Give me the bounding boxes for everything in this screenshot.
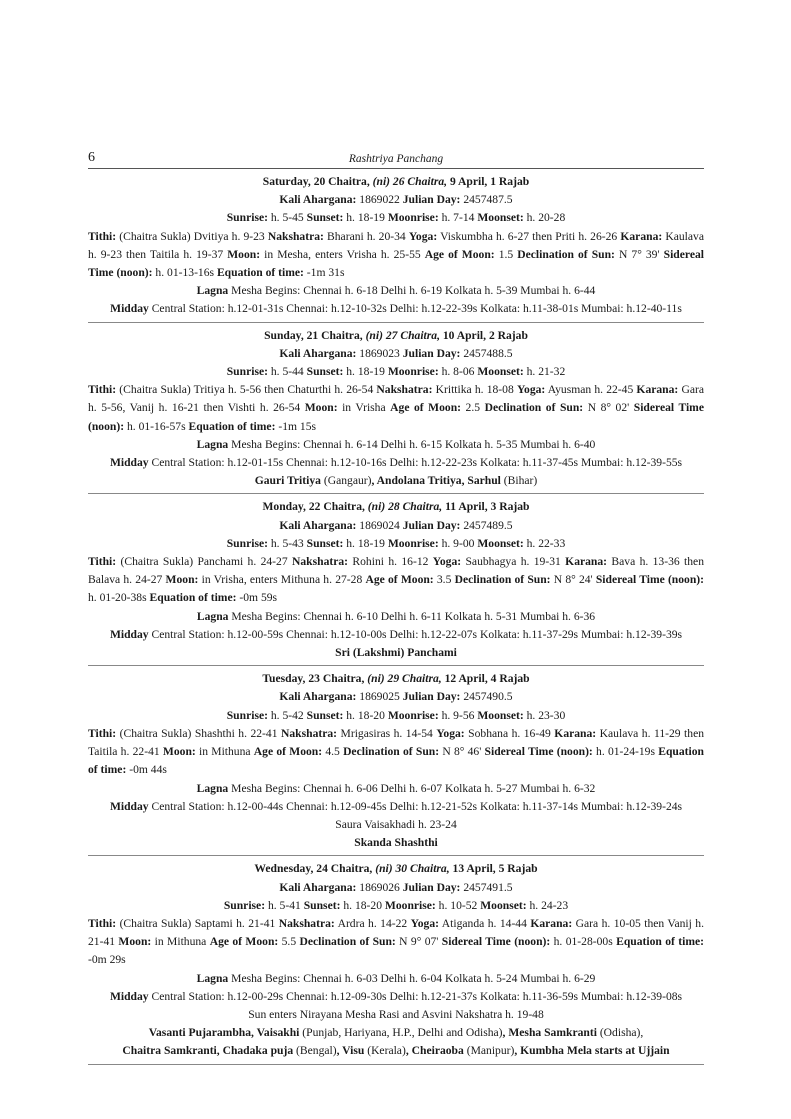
note-line: Sun enters Nirayana Mesha Rasi and Asvini Nakshatra h. 19-48 <box>248 1007 544 1021</box>
declination-value: N 8° 46' <box>439 745 485 759</box>
sunset-label: Sunset: <box>306 365 344 379</box>
midday-line <box>88 988 704 1006</box>
tithi-value: (Chaitra Sukla) Panchami h. 24-27 <box>116 555 292 569</box>
sidereal-time-value: h. 01-28-00s <box>550 935 617 949</box>
sunrise-value: h. 5-43 <box>267 536 307 550</box>
sunset-label: Sunset: <box>303 898 341 912</box>
moonrise-value: h. 10-52 <box>435 898 481 912</box>
sidereal-time-value: h. 01-20-38s <box>88 591 150 605</box>
sunset-value: h. 18-19 <box>343 365 388 379</box>
date-gregorian-hijri: 9 April, 1 Rajab <box>447 175 530 188</box>
ahargana-value: 1869026 <box>356 880 403 894</box>
nakshatra-label: Nakshatra: <box>267 229 324 243</box>
ahargana-label: Kali Ahargana: <box>279 193 357 207</box>
moonrise-value: h. 9-56 <box>438 708 478 722</box>
date-text: Tuesday, 23 Chaitra, <box>262 672 368 686</box>
ahargana-label: Kali Ahargana: <box>279 518 357 532</box>
julian-day-label: Julian Day: <box>402 346 461 360</box>
sidereal-time-value: h. 01-13-16s <box>152 266 217 280</box>
karana-label: Karana: <box>554 726 597 740</box>
tithi-value: (Chaitra Sukla) Saptami h. 21-41 <box>116 916 279 930</box>
nakshatra-label: Nakshatra: <box>281 726 338 740</box>
moonrise-label: Moonrise: <box>384 898 436 912</box>
panchang-page <box>88 150 704 1065</box>
lagna-label: Lagna <box>196 437 229 451</box>
ahargana-label: Kali Ahargana: <box>279 690 357 704</box>
declination-value: N 8° 24' <box>550 573 596 587</box>
declination-label: Declination of Sun: <box>484 401 584 415</box>
yoga-label: Yoga: <box>436 726 465 740</box>
karana-label: Karana: <box>565 555 608 569</box>
running-title: Rashtriya Panchang <box>348 153 444 165</box>
moon-value: in Mithuna <box>195 745 254 759</box>
moon-label: Moon: <box>304 401 338 415</box>
age-of-moon-value: 1.5 <box>494 247 518 261</box>
day-entry <box>88 169 704 323</box>
lagna-line <box>88 282 704 300</box>
date-gregorian-hijri: 13 April, 5 Rajab <box>449 862 538 876</box>
sunset-value: h. 18-20 <box>343 708 388 722</box>
sunset-value: h. 18-19 <box>343 211 388 225</box>
tithi-value: (Chaitra Sukla) Shashthi h. 22-41 <box>116 726 281 740</box>
details-paragraph <box>88 915 704 970</box>
festival-name: Sri (Lakshmi) Panchami <box>335 646 457 660</box>
details-paragraph <box>88 553 704 608</box>
midday-line <box>88 454 704 472</box>
festival-region: (Bengal) <box>296 1044 337 1058</box>
festival-name: Skanda Shashthi <box>354 836 438 850</box>
equation-of-time-label: Equation of time: <box>616 935 704 949</box>
festival-name: , Andolana Tritiya, Sarhul <box>371 474 504 488</box>
ahargana-line <box>88 879 704 897</box>
sunrise-label: Sunrise: <box>223 898 266 912</box>
age-of-moon-label: Age of Moon: <box>365 573 434 587</box>
sunrise-value: h. 5-44 <box>267 365 307 379</box>
equation-of-time-value: -1m 15s <box>275 419 317 433</box>
sunset-label: Sunset: <box>306 211 344 225</box>
declination-value: N 8° 02' <box>583 401 634 415</box>
nakshatra-label: Nakshatra: <box>376 383 433 397</box>
festival-name: Gauri Tritiya <box>254 474 324 488</box>
nakshatra-label: Nakshatra: <box>278 916 335 930</box>
karana-value: Bava h. 13-36 then Balava h. 24-27 <box>88 555 704 587</box>
moonset-label: Moonset: <box>477 708 524 722</box>
age-of-moon-label: Age of Moon: <box>253 745 323 759</box>
festival-region: (Manipur) <box>466 1044 515 1058</box>
age-of-moon-value: 5.5 <box>278 935 300 949</box>
day-entry <box>88 666 704 856</box>
julian-day-value: 2457488.5 <box>460 346 513 360</box>
midday-value: Central Station: h.12-00-44s Chennai: h.12-09-45s Delhi: h.12-21-52s Kolkata: h.11-37-14s Mumbai: h.12-39-24s <box>148 799 683 813</box>
nakshatra-value: Ardra h. 14-22 <box>334 916 411 930</box>
midday-value: Central Station: h.12-00-59s Chennai: h.12-10-00s Delhi: h.12-22-07s Kolkata: h.11-37-29s Mumbai: h.12-39-39s <box>148 627 683 641</box>
ahargana-label: Kali Ahargana: <box>279 880 357 894</box>
ahargana-value: 1869024 <box>356 518 403 532</box>
festival-line <box>88 1042 704 1060</box>
moonset-value: h. 21-32 <box>523 365 566 379</box>
festival-line <box>88 834 704 852</box>
equation-of-time-label: Equation of time: <box>216 266 304 280</box>
karana-value: Gara h. 5-56, Vanij h. 16-21 then Vishti h. 26-54 <box>88 383 704 415</box>
midday-line <box>88 626 704 644</box>
ahargana-value: 1869022 <box>356 193 403 207</box>
declination-label: Declination of Sun: <box>454 573 551 587</box>
karana-value: Gara h. 10-05 then Vanij h. 21-41 <box>88 916 705 949</box>
ahargana-value: 1869023 <box>356 346 403 360</box>
age-of-moon-value: 4.5 <box>322 745 344 759</box>
festival-line <box>88 1024 704 1042</box>
moonrise-label: Moonrise: <box>387 365 439 379</box>
sunrise-label: Sunrise: <box>226 536 268 550</box>
sidereal-time-value: h. 01-16-57s <box>124 419 189 433</box>
yoga-label: Yoga: <box>432 555 462 569</box>
sidereal-time-label: Sidereal Time (noon): <box>441 935 551 949</box>
moonrise-label: Moonrise: <box>387 708 439 722</box>
equation-of-time-value: -0m 44s <box>126 763 167 777</box>
rise-set-line <box>88 897 704 915</box>
age-of-moon-label: Age of Moon: <box>209 935 279 949</box>
ahargana-line <box>88 191 704 209</box>
date-line <box>88 860 704 878</box>
declination-value: N 7° 39' <box>614 247 664 261</box>
sunset-label: Sunset: <box>306 536 344 550</box>
festival-name: Chaitra Samkranti, Chadaka puja <box>122 1044 297 1058</box>
sunrise-value: h. 5-45 <box>267 211 307 225</box>
sidereal-time-label: Sidereal Time (noon): <box>595 573 705 587</box>
sunrise-value: h. 5-42 <box>267 708 307 722</box>
moonset-value: h. 24-23 <box>526 898 569 912</box>
moon-label: Moon: <box>162 745 196 759</box>
moonrise-label: Moonrise: <box>387 536 439 550</box>
rise-set-line <box>88 363 704 381</box>
nirayana-date: (ni) 26 Chaitra, <box>372 175 448 188</box>
sunset-value: h. 18-19 <box>343 536 388 550</box>
rise-set-line <box>88 209 704 227</box>
midday-value: Central Station: h.12-01-15s Chennai: h.12-10-16s Delhi: h.12-22-23s Kolkata: h.11-37-45s Mumbai: h.12-39-55s <box>148 456 683 470</box>
lagna-label: Lagna <box>196 609 229 623</box>
sunrise-value: h. 5-41 <box>265 898 304 912</box>
moon-value: in Vrisha, enters Mithuna h. 27-28 <box>198 573 366 587</box>
lagna-label: Lagna <box>196 971 229 985</box>
yoga-label: Yoga: <box>408 229 438 243</box>
lagna-value: Mesha Begins: Chennai h. 6-18 Delhi h. 6-19 Kolkata h. 5-39 Mumbai h. 6-44 <box>228 284 596 298</box>
ahargana-line <box>88 517 704 535</box>
moonrise-value: h. 7-14 <box>438 211 478 225</box>
julian-day-label: Julian Day: <box>402 880 461 894</box>
karana-value: Kaulava h. 11-29 then Taitila h. 22-41 <box>88 726 705 759</box>
karana-value: Kaulava h. 9-23 then Taitila h. 19-37 <box>88 229 704 261</box>
moon-value: in Mesha, enters Vrisha h. 25-55 <box>260 247 425 261</box>
lagna-value: Mesha Begins: Chennai h. 6-03 Delhi h. 6-04 Kolkata h. 5-24 Mumbai h. 6-29 <box>228 971 596 985</box>
ahargana-value: 1869025 <box>356 690 403 704</box>
details-paragraph <box>88 725 704 780</box>
details-paragraph <box>88 228 704 283</box>
midday-value: Central Station: h.12-00-29s Chennai: h.12-09-30s Delhi: h.12-21-37s Kolkata: h.11-36-59s Mumbai: h.12-39-08s <box>148 989 683 1003</box>
rise-set-line <box>88 707 704 725</box>
date-text: Sunday, 21 Chaitra, <box>264 328 366 342</box>
equation-of-time-label: Equation of time: <box>88 745 704 777</box>
sidereal-time-label: Sidereal Time (noon): <box>484 745 593 759</box>
moonset-value: h. 20-28 <box>523 211 566 225</box>
ahargana-label: Kali Ahargana: <box>279 346 357 360</box>
lagna-line <box>88 970 704 988</box>
sunrise-label: Sunrise: <box>226 211 268 225</box>
lagna-label: Lagna <box>196 781 229 795</box>
day-entry <box>88 323 704 495</box>
sidereal-time-label: Sidereal Time (noon): <box>88 247 705 280</box>
date-text: Saturday, 20 Chaitra, <box>262 175 373 188</box>
tithi-label: Tithi: <box>88 383 117 397</box>
age-of-moon-label: Age of Moon: <box>424 247 495 261</box>
midday-label: Midday <box>110 302 149 316</box>
rise-set-line <box>88 535 704 553</box>
equation-of-time-label: Equation of time: <box>149 591 237 605</box>
sidereal-time-value: h. 01-24-19s <box>592 745 659 759</box>
date-text: Wednesday, 24 Chaitra, <box>254 862 376 876</box>
midday-line <box>88 300 704 318</box>
details-paragraph <box>88 381 704 436</box>
lagna-value: Mesha Begins: Chennai h. 6-14 Delhi h. 6-15 Kolkata h. 5-35 Mumbai h. 6-40 <box>228 437 596 451</box>
equation-of-time-value: -1m 31s <box>303 266 345 280</box>
julian-day-value: 2457490.5 <box>460 690 513 704</box>
declination-label: Declination of Sun: <box>343 745 440 759</box>
age-of-moon-label: Age of Moon: <box>390 401 462 415</box>
tithi-label: Tithi: <box>88 916 117 930</box>
julian-day-label: Julian Day: <box>402 690 461 704</box>
moonset-label: Moonset: <box>477 365 524 379</box>
nakshatra-value: Mrigasiras h. 14-54 <box>337 726 437 740</box>
festival-name: , Kumbha Mela starts at Ujjain <box>514 1044 670 1058</box>
midday-line <box>88 798 704 816</box>
declination-label: Declination of Sun: <box>517 247 615 261</box>
yoga-value: Sobhana h. 16-49 <box>464 726 555 740</box>
ahargana-line <box>88 688 704 706</box>
festival-line <box>88 644 704 662</box>
equation-of-time-value: -0m 29s <box>88 953 126 967</box>
declination-value: N 9° 07' <box>395 935 442 949</box>
yoga-value: Ayusman h. 22-45 <box>545 383 637 397</box>
festival-region: (Kerala) <box>367 1044 406 1058</box>
sunrise-label: Sunrise: <box>226 365 268 379</box>
yoga-value: Saubhagya h. 19-31 <box>461 555 566 569</box>
festival-name: Vasanti Pujarambha, Vaisakhi <box>148 1026 303 1040</box>
lagna-line <box>88 608 704 626</box>
nakshatra-value: Rohini h. 16-12 <box>348 555 433 569</box>
moon-label: Moon: <box>227 247 261 261</box>
julian-day-label: Julian Day: <box>402 518 461 532</box>
date-gregorian-hijri: 12 April, 4 Rajab <box>441 672 530 686</box>
festival-line <box>88 472 704 490</box>
midday-label: Midday <box>109 627 149 641</box>
moonrise-value: h. 9-00 <box>438 536 478 550</box>
festival-region: (Punjab, Hariyana, H.P., Delhi and Odisha) <box>302 1026 503 1040</box>
sunset-value: h. 18-20 <box>340 898 385 912</box>
lagna-value: Mesha Begins: Chennai h. 6-06 Delhi h. 6-07 Kolkata h. 5-27 Mumbai h. 6-32 <box>228 781 596 795</box>
yoga-label: Yoga: <box>410 916 439 930</box>
midday-value: Central Station: h.12-01-31s Chennai: h.12-10-32s Delhi: h.12-22-39s Kolkata: h.11-38-01s Mumbai: h.12-40-11s <box>148 302 682 316</box>
tithi-label: Tithi: <box>88 229 117 243</box>
yoga-value: Viskumbha h. 6-27 then Priti h. 26-26 <box>437 229 621 243</box>
festival-name: , Mesha Samkranti <box>502 1026 600 1040</box>
day-entry <box>88 494 704 666</box>
karana-label: Karana: <box>636 383 679 397</box>
equation-of-time-label: Equation of time: <box>188 419 276 433</box>
date-line <box>88 670 704 688</box>
festival-name: , Visu <box>336 1044 368 1058</box>
nirayana-date: (ni) 28 Chaitra, <box>367 500 443 514</box>
lagna-line <box>88 780 704 798</box>
tithi-value: (Chaitra Sukla) Tritiya h. 5-56 then Chaturthi h. 26-54 <box>116 383 377 397</box>
tithi-label: Tithi: <box>88 555 117 569</box>
date-line <box>88 173 704 191</box>
date-line <box>88 327 704 345</box>
julian-day-label: Julian Day: <box>402 193 461 207</box>
age-of-moon-value: 2.5 <box>461 401 485 415</box>
nirayana-date: (ni) 29 Chaitra, <box>367 672 442 686</box>
midday-label: Midday <box>109 989 149 1003</box>
julian-day-value: 2457487.5 <box>460 193 513 207</box>
equation-of-time-value: -0m 59s <box>236 591 278 605</box>
sunrise-label: Sunrise: <box>226 708 268 722</box>
moon-value: in Vrisha <box>337 401 391 415</box>
lagna-line <box>88 436 704 454</box>
moon-value: in Mithuna <box>151 935 210 949</box>
lagna-label: Lagna <box>196 284 229 298</box>
tithi-value: (Chaitra Sukla) Dvitiya h. 9-23 <box>116 229 268 243</box>
note-line: Saura Vaisakhadi h. 23-24 <box>335 817 457 831</box>
moonset-label: Moonset: <box>477 211 524 225</box>
moonrise-value: h. 8-06 <box>438 365 478 379</box>
karana-label: Karana: <box>620 229 663 243</box>
date-gregorian-hijri: 10 April, 2 Rajab <box>439 328 528 342</box>
moon-label: Moon: <box>118 935 152 949</box>
nakshatra-value: Bharani h. 20-34 <box>323 229 409 243</box>
tithi-label: Tithi: <box>88 726 117 740</box>
date-line <box>88 498 704 516</box>
sidereal-time-label: Sidereal Time (noon): <box>88 401 704 433</box>
ahargana-line <box>88 345 704 363</box>
moonset-label: Moonset: <box>477 536 524 550</box>
julian-day-value: 2457491.5 <box>460 880 513 894</box>
yoga-value: Atiganda h. 14-44 <box>439 916 531 930</box>
midday-label: Midday <box>109 456 149 470</box>
nirayana-date: (ni) 27 Chaitra, <box>365 328 440 342</box>
midday-label: Midday <box>109 799 149 813</box>
page-header <box>88 150 704 169</box>
nakshatra-label: Nakshatra: <box>292 555 349 569</box>
page-number: 6 <box>88 150 95 165</box>
lagna-value: Mesha Begins: Chennai h. 6-10 Delhi h. 6-11 Kolkata h. 5-31 Mumbai h. 6-36 <box>228 609 596 623</box>
moonset-value: h. 23-30 <box>523 708 566 722</box>
nakshatra-value: Krittika h. 18-08 <box>432 383 517 397</box>
sunset-label: Sunset: <box>306 708 344 722</box>
moon-label: Moon: <box>165 573 199 587</box>
age-of-moon-value: 3.5 <box>433 573 455 587</box>
day-entry <box>88 856 704 1064</box>
declination-label: Declination of Sun: <box>299 935 396 949</box>
moonset-value: h. 22-33 <box>523 536 566 550</box>
festival-name: , Cheiraoba <box>405 1044 467 1058</box>
date-gregorian-hijri: 11 April, 3 Rajab <box>442 500 530 514</box>
festival-region: (Bihar) <box>503 474 538 488</box>
moonset-label: Moonset: <box>480 898 527 912</box>
moonrise-label: Moonrise: <box>387 211 439 225</box>
karana-label: Karana: <box>530 916 573 930</box>
yoga-label: Yoga: <box>516 383 546 397</box>
date-text: Monday, 22 Chaitra, <box>262 500 368 514</box>
festival-region: (Odisha), <box>599 1026 644 1040</box>
nirayana-date: (ni) 30 Chaitra, <box>375 862 450 876</box>
festival-region: (Gangaur) <box>323 474 372 488</box>
julian-day-value: 2457489.5 <box>460 518 513 532</box>
